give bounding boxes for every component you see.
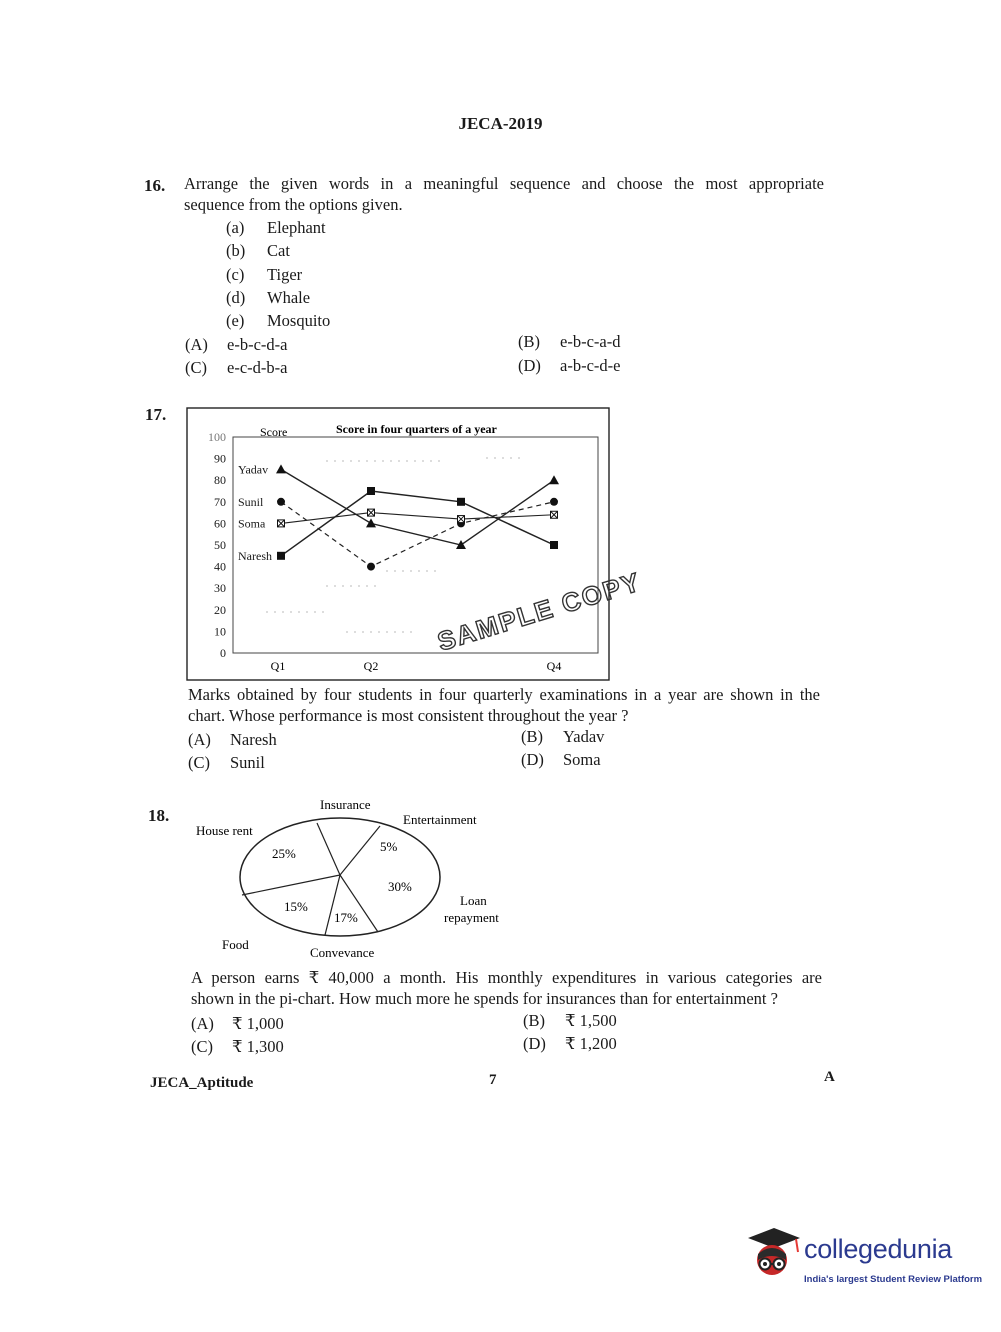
q16-word-a: Elephant <box>267 218 326 237</box>
pie-slice-food-pct: 15% <box>284 899 308 914</box>
q16-word-d: Whale <box>267 288 311 307</box>
question-number-17: 17. <box>145 405 167 424</box>
q18-option-c: ₹ 1,300 <box>232 1037 284 1056</box>
q16-option-b-key: (B) <box>518 332 540 351</box>
pie-label-loan-line2: repayment <box>444 910 499 925</box>
pie-label-house-rent: House rent <box>196 823 253 838</box>
q16-word-key-a: (a) <box>226 218 245 237</box>
chart-title: Score in four quarters of a year <box>336 422 497 436</box>
y-tick-label: 20 <box>214 602 226 617</box>
pie-label-food: Food <box>222 937 249 952</box>
q17-option-d-key: (D) <box>521 750 544 769</box>
q16-text-line-2: sequence from the options given. <box>184 195 403 214</box>
pie-divider-4 <box>325 875 340 935</box>
series-markers <box>276 464 559 570</box>
y-tick-label: 80 <box>214 473 226 488</box>
y-tick-label: 50 <box>214 538 226 552</box>
series-lines <box>281 469 554 566</box>
marker-naresh <box>277 552 285 560</box>
pie-slice-convevance-pct: 17% <box>334 910 358 925</box>
q16-word-b: Cat <box>267 241 290 260</box>
series-line-naresh <box>281 491 554 556</box>
marker-naresh <box>367 487 375 495</box>
q18-option-b-key: (B) <box>523 1011 545 1030</box>
q17-text-line-1: Marks obtained by four students in four quarterly examinations in a year are shown in the <box>188 685 820 704</box>
pie-divider-2 <box>340 826 380 875</box>
q16-option-b: e-b-c-a-d <box>560 332 621 351</box>
y-tick-label: 40 <box>214 559 226 574</box>
y-tick-label: 30 <box>214 581 226 596</box>
question-number-18: 18. <box>148 806 170 825</box>
q16-option-d: a-b-c-d-e <box>560 356 621 375</box>
q17-text-line-2: chart. Whose performance is most consistent throughout the year ? <box>188 706 629 725</box>
x-tick-label: Q2 <box>363 659 379 673</box>
q17-option-c: Sunil <box>230 753 265 772</box>
brand-name: collegedunia <box>804 1234 953 1264</box>
q16-word-key-c: (c) <box>226 265 245 284</box>
q17-option-b: Yadav <box>563 727 605 746</box>
q16-word-c: Tiger <box>267 265 303 284</box>
x-tick-label: Q4 <box>546 659 562 673</box>
marker-naresh <box>457 498 465 506</box>
series-label-naresh: Naresh <box>238 548 272 563</box>
q18-option-d: ₹ 1,200 <box>565 1034 617 1053</box>
q16-word-e: Mosquito <box>267 311 331 330</box>
page-header-title: JECA-2019 <box>458 114 543 133</box>
q18-text-line-1: A person earns ₹ 40,000 a month. His monthly expenditures in various categories are <box>191 968 822 987</box>
q18-option-a: ₹ 1,000 <box>232 1014 284 1033</box>
marker-naresh <box>550 541 558 549</box>
marker-yadav <box>549 475 559 484</box>
pie-divider-1 <box>317 823 340 875</box>
marker-soma <box>551 511 558 518</box>
marker-sunil <box>277 498 285 506</box>
q16-word-key-d: (d) <box>226 288 246 307</box>
pie-label-insurance: Insurance <box>320 797 371 812</box>
series-line-soma <box>281 513 554 524</box>
series-label-yadav: Yadav <box>238 462 269 477</box>
line-chart <box>186 406 611 682</box>
marker-soma <box>368 509 375 516</box>
q16-option-a: e-b-c-d-a <box>227 335 288 354</box>
q16-option-a-key: (A) <box>185 335 208 354</box>
footer-page-number: 7 <box>489 1072 497 1088</box>
y-tick-label: 0 <box>220 646 226 660</box>
pie-divider-5 <box>242 875 340 895</box>
pie-slice-loan-pct: 30% <box>388 879 412 894</box>
series-label-soma: Soma <box>238 516 266 531</box>
sample-copy-stamp: SAMPLE COPY <box>434 566 645 657</box>
q17-option-a-key: (A) <box>188 730 211 749</box>
brand-tagline: India's largest Student Review Platform <box>804 1274 983 1285</box>
q16-option-d-key: (D) <box>518 356 541 375</box>
q18-text-line-2: shown in the pi-chart. How much more he spends for insurances than for entertainment ? <box>191 989 778 1008</box>
q18-option-c-key: (C) <box>191 1037 213 1056</box>
pie-slice-house-rent-pct: 25% <box>272 846 296 861</box>
q18-option-b: ₹ 1,500 <box>565 1011 617 1030</box>
q17-option-a: Naresh <box>230 730 277 749</box>
y-tick-label: 60 <box>214 516 226 531</box>
x-tick-label: Q1 <box>270 659 286 673</box>
series-label-sunil: Sunil <box>238 494 264 509</box>
q16-word-key-b: (b) <box>226 241 246 260</box>
q17-option-b-key: (B) <box>521 727 543 746</box>
y-tick-label: 90 <box>214 451 226 466</box>
pie-label-loan-line1: Loan <box>460 893 487 908</box>
footer-paper-code: JECA_Aptitude <box>150 1075 254 1091</box>
y-tick-label: 100 <box>208 430 226 444</box>
y-tick-label: 10 <box>214 624 226 639</box>
marker-yadav <box>276 464 286 473</box>
x-axis <box>271 659 562 673</box>
pie-chart <box>190 795 520 965</box>
marker-yadav <box>366 518 376 527</box>
q18-option-a-key: (A) <box>191 1014 214 1033</box>
q18-option-d-key: (D) <box>523 1034 546 1053</box>
series-line-yadav <box>281 469 554 545</box>
chart-ylabel: Score <box>260 425 288 439</box>
y-tick-label: 70 <box>214 494 226 509</box>
collegedunia-logo-icon <box>742 1226 804 1286</box>
q16-option-c: e-c-d-b-a <box>227 358 288 377</box>
q16-text-line-1: Arrange the given words in a meaningful sequence and choose the most appropriate <box>184 174 824 193</box>
q17-option-c-key: (C) <box>188 753 210 772</box>
y-axis <box>208 430 226 660</box>
marker-soma <box>458 516 465 523</box>
pie-slice-entertainment-pct: 5% <box>380 839 398 854</box>
marker-soma <box>278 520 285 527</box>
pie-label-entertainment: Entertainment <box>403 812 477 827</box>
q16-word-key-e: (e) <box>226 311 245 330</box>
marker-sunil <box>550 498 558 506</box>
q17-option-d: Soma <box>563 750 601 769</box>
pie-label-convevance: Convevance <box>310 945 375 960</box>
chart-outer-frame <box>187 408 609 680</box>
q16-option-c-key: (C) <box>185 358 207 377</box>
question-number-16: 16. <box>144 176 166 195</box>
series-labels <box>238 462 272 562</box>
marker-sunil <box>367 563 375 571</box>
footer-set-code: A <box>824 1069 835 1085</box>
